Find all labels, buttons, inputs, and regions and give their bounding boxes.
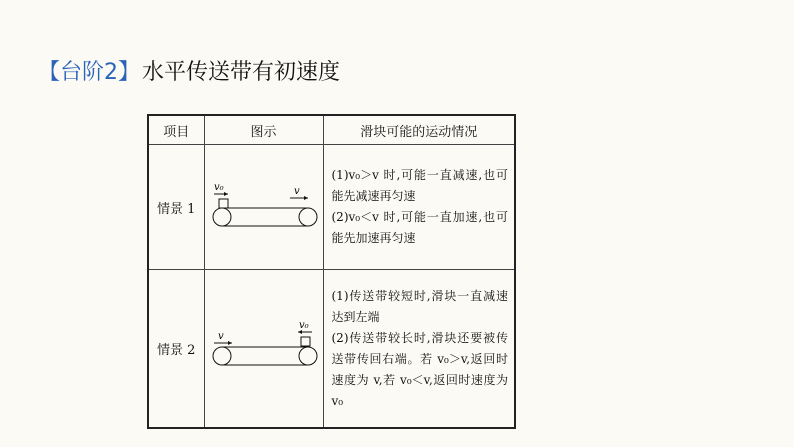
scene-label: 情景 1 [148,145,204,270]
block-velocity-label: v₀ [298,319,309,331]
case-1: (1)v₀＞v 时,可能一直减速,也可能先减速再匀速 [331,168,508,203]
conveyor-belt-diagram-1 [208,177,320,233]
belt-velocity-label: v [217,330,224,342]
left-pulley [213,347,231,365]
header-motion: 滑块可能的运动情况 [323,115,515,145]
scenario-2-diagram [204,270,323,429]
arrow-head-icon [304,196,308,200]
step-tag: 【台阶2】 [38,60,140,85]
motion-description [323,270,515,429]
belt-velocity-label: v [293,186,300,197]
arrow-head-icon [228,341,232,345]
header-diagram: 图示 [204,115,323,145]
table-row [148,270,515,429]
table-header-row [148,115,515,145]
case-2: (2)传送带较长时,滑块还要被传送带传回右端。若 v₀＞v,返回时速度为 v,若 v₀＜v,返回时速度为 v₀ [331,330,508,408]
block-velocity-label: v₀ [213,182,224,193]
section-title: 水平传送带有初速度 [142,60,341,85]
header-item: 项目 [148,115,204,145]
case-1: (1)传送带较短时,滑块一直减速达到左端 [331,288,508,324]
right-pulley [299,208,317,226]
left-pulley [213,208,231,226]
table-row [148,145,515,270]
conveyor-table [147,114,516,429]
slider-block [301,337,310,346]
section-heading [38,58,340,88]
scene-label: 情景 2 [148,270,204,429]
slider-block [219,199,228,208]
right-pulley [299,347,317,365]
motion-description [323,145,515,270]
scenario-1-diagram [204,145,323,270]
conveyor-belt-diagram-2 [208,319,320,375]
case-2: (2)v₀＜v 时,可能一直加速,也可能先加速再匀速 [331,210,508,245]
arrow-head-icon [224,192,228,196]
